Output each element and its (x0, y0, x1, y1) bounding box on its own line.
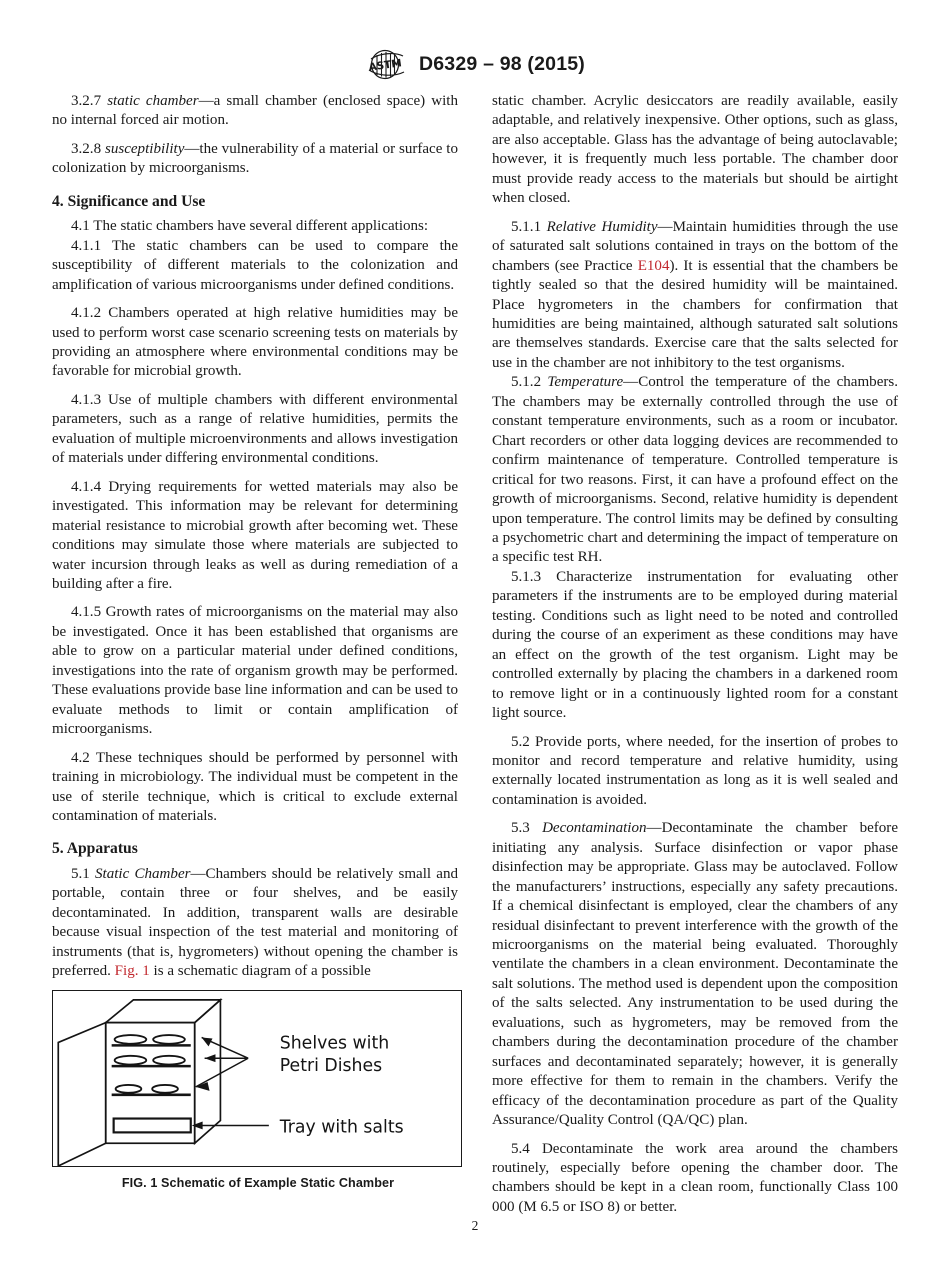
paragraph-5-1-2 (492, 373, 898, 568)
figure-cross-reference-link[interactable]: Fig. 1 (114, 963, 150, 980)
shelves-leader-lines (196, 1037, 248, 1086)
paragraph-4-1-3: 4.1.3 Use of multiple chambers with different environmental parameters, such as a range of relative humidities, permits the evaluation of multiple microenvironments and allows investigation of materials under differing environmental conditions. (52, 391, 458, 467)
paragraph-5-4: 5.4 Decontaminate the work area around the chambers routinely, especially before opening the chamber door. The chambers should be kept in a clean room, functionally Class 100 000 (M 6.5 or ISO 8) or better. (492, 1140, 898, 1215)
paragraph-5-3 (492, 819, 898, 1130)
clause-text-before-link: —Maintain humidities through the use of saturated salt solutions contained in trays on the bottom of the chambers (see Practice (492, 218, 898, 274)
figure-1-caption: FIG. 1 Schematic of Example Static Chamber (121, 1176, 395, 1190)
defined-term: static chamber (107, 93, 199, 109)
figure-1-frame (52, 990, 462, 1167)
clause-number: 5.3 (511, 820, 530, 837)
clause-text-before-link: —Chambers should be relatively small and portable, contain three or four shelves, and be easily decontaminated. In addition, transparent walls are desirable because visual inspection of the test material and monitoring of instruments (that is, hygrometers) without opening the chamber is preferred. (52, 865, 458, 980)
paragraph-4-1: 4.1 The static chambers have several different applications: (71, 218, 429, 235)
paragraph-4-1-5: 4.1.5 Growth rates of microorganisms on the material may also be investigated. Once it has been established that organisms are able to grow on a particular material under defined conditions, investigations into the rate of organism growth may be performed. These evaluations provide base line information and can be used to evaluate methods to limit or contain amplification of microorganisms. (52, 604, 458, 738)
paragraph-4-2: 4.2 These techniques should be performed by personnel with training in microbiology. The individual must be competent in the use of sterile technique, which is critical to exclude external contamination of materials. (52, 749, 458, 824)
page-number: 2 (471, 1218, 479, 1233)
clause-text-after-link: ). It is essential that the chambers be tightly sealed so that the desired humidity will be maintained. Place hygrometers in the chambers for confirmation that humidities are being maintained, although saturated salt solutions are themselves standards. Exercise care that the salts selected for use in the chamber are not inhibitory to the test organisms. (492, 257, 898, 371)
paragraph-3-2-8 (52, 140, 458, 179)
clause-text: —the vulnerability of a material or surface to colonization by microorganisms. (52, 140, 458, 177)
defined-term: Relative Humidity (546, 218, 658, 235)
paragraph-4-1-2: 4.1.2 Chambers operated at high relative humidities may be used to perform worst case scenario screening tests on materials by providing an atmosphere where environmental conditions may be favorable for microbial growth. (52, 305, 458, 380)
clause-number: 3.2.8 (71, 140, 102, 157)
petri-dishes (115, 1035, 185, 1093)
paragraph-4-1-1: 4.1.1 The static chambers can be used to compare the susceptibility of different materials to the colonization and amplification of various microorganisms under defined conditions. (52, 237, 458, 293)
label-shelves-line1: Shelves with (279, 1033, 390, 1054)
static-chamber-schematic-icon (53, 991, 461, 1166)
defined-term: Temperature (547, 374, 624, 391)
page-header (0, 44, 950, 84)
clause-text: —Decontaminate the chamber before initiating any analysis. Surface disinfection or vapor phase disinfection may be appropriate. Glass may be autoclaved. Follow the manufacturers’ instructions, especially any safety precautions. If a chemical disinfectant is employed, clear the chambers of any residual disinfectant to prevent interference with the growth of the microorganisms on the material being evaluated. Thoroughly ventilate the chambers in a clean environment. Decontaminate the salt solutions. The method used is dependent upon the composition of the salts selected. Any instrumentation to be used during the evaluations, such as hygrometers, may be removed from the chambers during the decontamination procedure of the chamber surfaces and decontaminated separately; however, it is generally more effective for them to remain in the chambers. Verify the efficacy of the decontamination procedure as part of the Quality Assurance/Quality Control (QA/QC) plan. (492, 820, 899, 1129)
paragraph-5-1-3: 5.1.3 Characterize instrumentation for evaluating other parameters if the instruments are to be employed during material testing. Conditions such as light need to be noted and controlled during the course of an experiment as these conditions may have an effect on the growth of the test organism. Light may be controlled externally by placing the chambers in a darkened room to remove light or in a continuously lighted room for a constant light source. (492, 568, 898, 722)
clause-text: —Control the temperature of the chambers. The chambers may be externally controlled through the use of constant temperature environments, such as a room or incubator. Chart recorders or other data logging devices are recommended to confirm maintenance of temperature. Controlled temperature is critical for two reasons. First, it can have a profound effect on the growth of microorganisms. Second, relative humidity is dependent upon temperature. The control limits may be defined by consulting a psychometric chart and determining the impact of temperature on a specific test RH. (492, 374, 898, 566)
paragraph-5-1 (52, 865, 458, 982)
paragraph-5-2: 5.2 Provide ports, where needed, for the insertion of probes to monitor and record temperature and relative humidity, using externally located instrumentation as long as it is well sealed and contamination is avoided. (492, 733, 898, 808)
label-tray: Tray with salts (279, 1117, 404, 1138)
defined-term: Decontamination (542, 820, 647, 837)
astm-logo-icon (365, 49, 407, 80)
clause-number: 3.2.7 (71, 93, 102, 109)
paragraph-5-1-1 (492, 218, 898, 374)
paragraph-3-2-7 (52, 92, 458, 131)
defined-term: susceptibility (104, 140, 185, 157)
paragraph-4-1-4: 4.1.4 Drying requirements for wetted materials may also be investigated. This information may be relevant for determining material resistance to microbial growth after becoming wet. These conditions may simulate those where materials are subjected to water incursion through leaks as well as during remediation of a building after a fire. (52, 478, 458, 592)
clause-number: 5.1.1 (511, 218, 542, 235)
paragraph-5-1-continued: static chamber. Acrylic desiccators are readily available, easily adaptable, and relatively inexpensive. Other options, such as glass, are also acceptable. Glass has the advantage of being autoclavable; however, it is frequently much less portable. The chamber door must provide ready access to the materials but should be airtight when closed. (492, 93, 898, 207)
right-column (492, 92, 898, 1217)
clause-text-after-link: is a schematic diagram of a possible (149, 963, 371, 980)
label-shelves-line2: Petri Dishes (279, 1056, 383, 1077)
section-heading-4: 4. Significance and Use (52, 192, 206, 210)
defined-term: Static Chamber (95, 865, 191, 882)
document-designation: D6329 – 98 (2015) (418, 52, 586, 75)
clause-number: 5.1.2 (511, 374, 542, 391)
practice-cross-reference-link[interactable]: E104 (637, 257, 670, 274)
svg-text:ASTM: ASTM (367, 56, 403, 74)
clause-text: —a small chamber (enclosed space) with no internal forced air motion. (52, 93, 459, 129)
salt-tray (114, 1119, 191, 1133)
figure-1 (52, 990, 464, 1190)
clause-number: 5.1 (71, 865, 90, 882)
tray-arrowhead (192, 1122, 203, 1130)
section-heading-5: 5. Apparatus (52, 840, 138, 858)
shelves-arrowheads (196, 1037, 216, 1090)
